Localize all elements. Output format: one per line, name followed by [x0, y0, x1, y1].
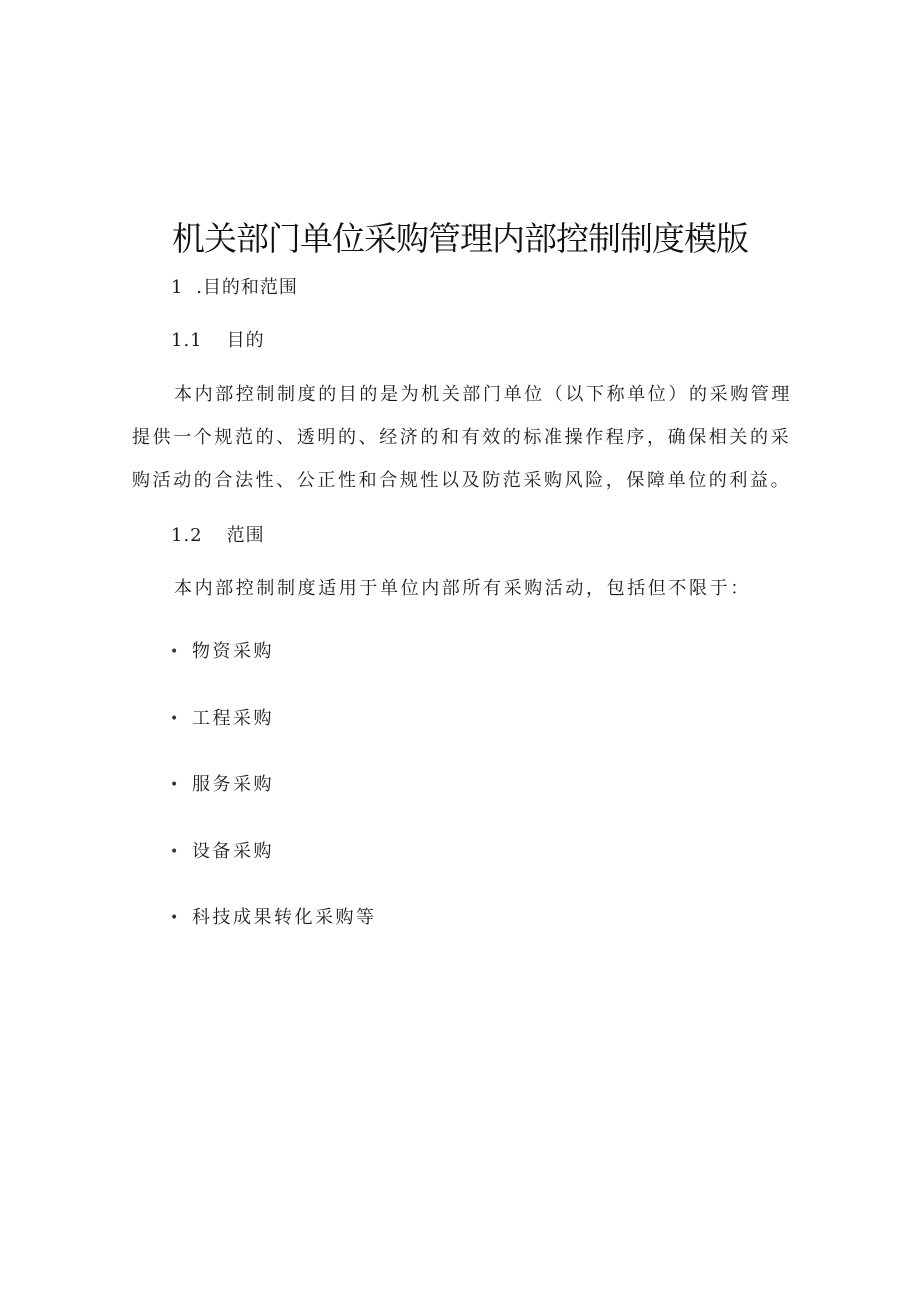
purpose-paragraph: 本内部控制制度的目的是为机关部门单位（以下称单位）的采购管理提供一个规范的、透明的、经济的和有效的标准操作程序，确保相关的采购活动的合法性、公正性和合规性以及防范采购风险，保障单位的利益。 — [132, 384, 792, 491]
document-title: 机关部门单位采购管理内部控制制度模版 — [172, 219, 748, 258]
section-1-1-title: 目的 — [226, 330, 265, 351]
bullet-icon: • — [170, 843, 181, 860]
section-1-2-number: 1.2 — [171, 525, 203, 546]
bullet-icon: • — [170, 777, 181, 793]
bullet-icon: • — [170, 910, 181, 926]
scope-list — [160, 632, 377, 965]
list-item — [160, 832, 377, 872]
list-item-text: 科技成果转化采购等 — [192, 907, 377, 928]
bullet-icon: • — [170, 644, 181, 660]
section-1-title: .目的和范围 — [196, 277, 298, 298]
section-1-2-heading — [171, 522, 265, 550]
list-item-text: 工程采购 — [192, 707, 274, 729]
section-1-heading — [171, 274, 298, 302]
section-1-1-number: 1.1 — [171, 330, 203, 351]
section-1-1-heading — [171, 327, 265, 355]
list-item — [160, 699, 377, 739]
list-item — [160, 765, 377, 805]
list-item-text: 服务采购 — [192, 774, 274, 795]
list-item-text: 物资采购 — [192, 641, 274, 662]
list-item — [160, 632, 377, 672]
list-item-text: 设备采购 — [192, 840, 274, 862]
section-1-2-title: 范围 — [226, 525, 265, 546]
bullet-icon: • — [170, 710, 181, 727]
list-item — [160, 898, 377, 938]
section-1-number: 1 — [171, 277, 184, 298]
scope-paragraph: 本内部控制制度适用于单位内部所有采购活动，包括但不限于： — [174, 578, 751, 599]
